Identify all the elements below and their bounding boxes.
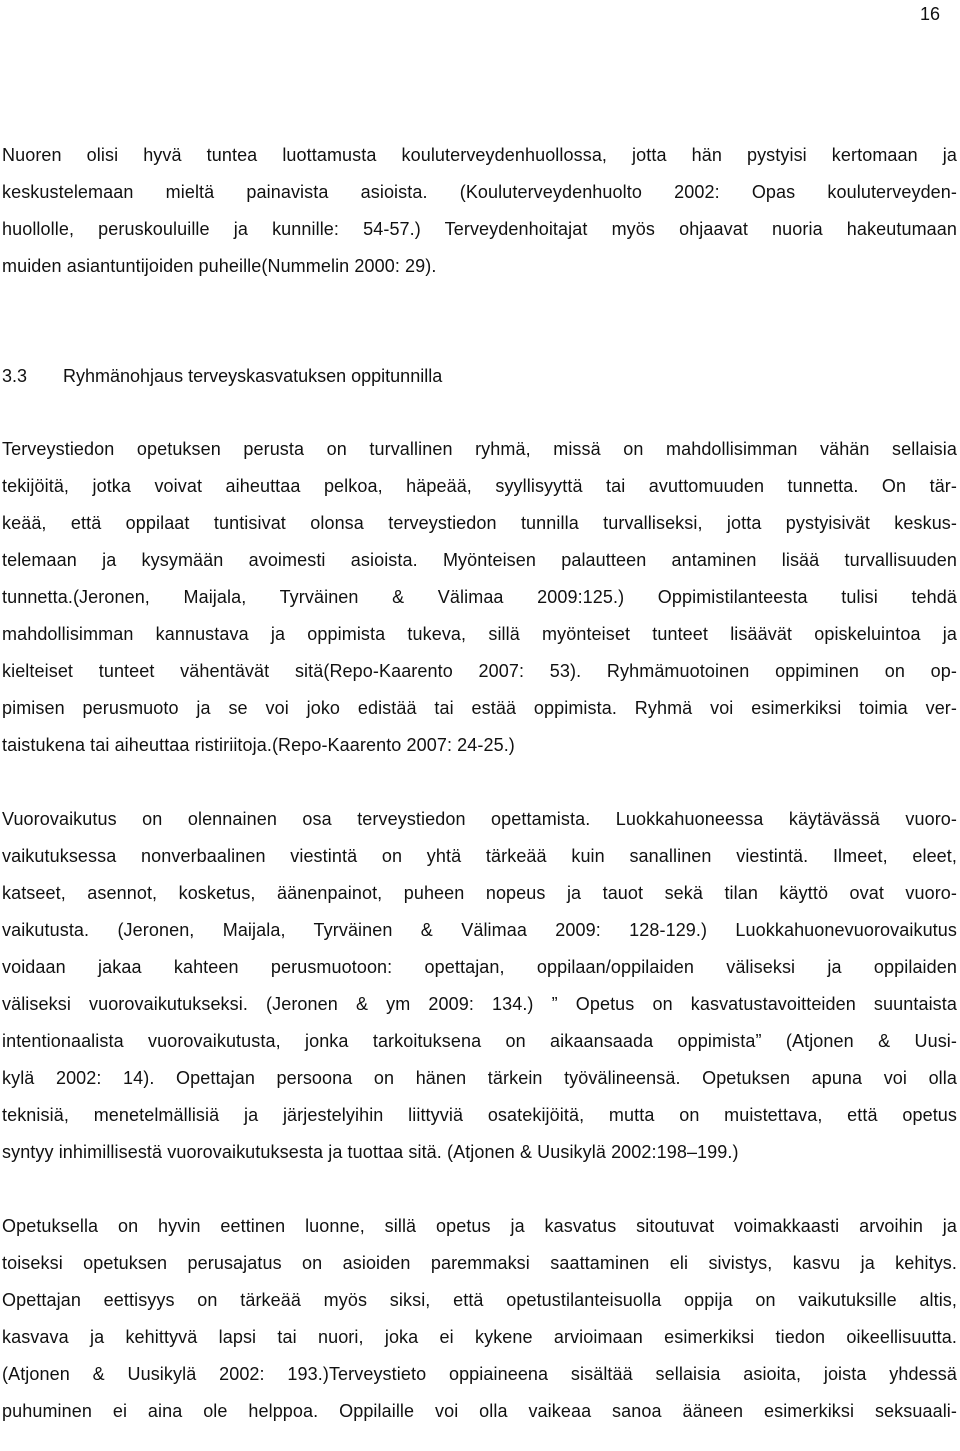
text-line: keskustelemaan mieltä painavista asioista. (Kouluterveydenhuolto 2002: Opas kouluterveyden- — [2, 182, 957, 202]
text-line: Terveystiedon opetuksen perusta on turvallinen ryhmä, missä on mahdollisimman vähän sellaisia — [2, 439, 957, 459]
text-line: taistukena tai aiheuttaa ristiriitoja.(Repo-Kaarento 2007: 24-25.) — [2, 735, 515, 755]
text-line: vaikutuksessa nonverbaalinen viestintä on yhtä tärkeää kuin sanallinen viestintä. Ilmeet, eleet, — [2, 846, 957, 866]
section-title: Ryhmänohjaus terveyskasvatuksen oppitunnilla — [63, 366, 443, 386]
text-line: Nuoren olisi hyvä tuntea luottamusta kouluterveydenhuollossa, jotta hän pystyisi kertomaan ja — [2, 145, 957, 165]
text-line: huollolle, peruskouluille ja kunnille: 54-57.) Terveydenhoitajat myös ohjaavat nuoria hakeutumaan — [2, 219, 957, 239]
paragraph-school-health — [2, 137, 957, 285]
text-line: teknisiä, menetelmällisiä ja järjestelyihin liittyviä osatekijöitä, mutta on muistettava, että opetus — [2, 1105, 957, 1125]
text-line: pimisen perusmuoto ja se voi joko edistää tai estää oppimista. Ryhmä voi esimerkiksi toimia ver- — [2, 698, 957, 718]
text-line: telemaan ja kysymään avoimesti asioista. Myönteisen palautteen antaminen lisää turvallisuuden — [2, 550, 957, 570]
text-line: (Atjonen & Uusikylä 2002: 193.)Terveystieto oppiaineena sisältää sellaisia asioita, joista yhdessä — [2, 1364, 957, 1384]
section-heading — [2, 358, 957, 395]
text-line: Vuorovaikutus on olennainen osa terveystiedon opettamista. Luokkahuoneessa käytävässä vuoro- — [2, 809, 957, 829]
text-line: kasvava ja kehittyvä lapsi tai nuori, joka ei kykene arvioimaan esimerkiksi tiedon oikeellisuutta. — [2, 1327, 957, 1347]
text-line: voidaan jakaa kahteen perusmuotoon: opettajan, oppilaan/oppilaiden väliseksi ja oppilaiden — [2, 957, 957, 977]
text-line: vaikutusta. (Jeronen, Maijala, Tyrväinen & Välimaa 2009: 128-129.) Luokkahuonevuorovaikutus — [2, 920, 957, 940]
document-body — [2, 137, 957, 1430]
text-line: Opetuksella on hyvin eettinen luonne, sillä opetus ja kasvatus sitoutuvat voimakkaasti arvoihin ja — [2, 1216, 957, 1236]
text-line: kylä 2002: 14). Opettajan persoona on hänen tärkein työvälineensä. Opetuksen apuna voi olla — [2, 1068, 957, 1088]
spacer — [2, 1171, 957, 1208]
text-line: väliseksi vuorovaikutukseksi. (Jeronen & ym 2009: 134.) ” Opetus on kasvatustavoitteiden suuntaista — [2, 994, 957, 1014]
text-line: keää, että oppilaat tuntisivat olonsa terveystiedon tunnilla turvalliseksi, jotta pystyisivät keskus- — [2, 513, 957, 533]
page-number: 16 — [919, 4, 940, 24]
text-line: Opettajan eettisyys on tärkeää myös siksi, että opetustilanteisuolla oppija on vaikutuksille altis, — [2, 1290, 957, 1310]
spacer — [2, 285, 957, 358]
paragraph-interaction — [2, 801, 957, 1171]
spacer — [2, 764, 957, 801]
spacer — [2, 395, 957, 431]
paragraph-safe-group — [2, 431, 957, 764]
text-line: toiseksi opetuksen perusajatus on asioiden paremmaksi saattaminen eli sivistys, kasvu ja kehitys. — [2, 1253, 957, 1273]
text-line: kielteiset tunteet vähentävät sitä(Repo-Kaarento 2007: 53). Ryhmämuotoinen oppiminen on op- — [2, 661, 957, 681]
paragraph-ethics — [2, 1208, 957, 1430]
text-line: tunnetta.(Jeronen, Maijala, Tyrväinen & Välimaa 2009:125.) Oppimistilanteesta tulisi tehdä — [2, 587, 957, 607]
section-number: 3.3 — [2, 366, 28, 386]
text-line: mahdollisimman kannustava ja oppimista tukeva, sillä myönteiset tunteet lisäävät opiskeluintoa ja — [2, 624, 957, 644]
text-line: syntyy inhimillisestä vuorovaikutuksesta ja tuottaa sitä. (Atjonen & Uusikylä 2002:198–199.) — [2, 1142, 739, 1162]
text-line: intentionaalista vuorovaikutusta, jonka tarkoituksena on aikaansaada oppimista” (Atjonen & Uusi- — [2, 1031, 957, 1051]
text-line: muiden asiantuntijoiden puheille(Nummelin 2000: 29). — [2, 256, 437, 276]
text-line: puhuminen ei aina ole helppoa. Oppilaille voi olla vaikeaa sanoa ääneen esimerkiksi seksuaali- — [2, 1401, 957, 1421]
text-line: katseet, asennot, kosketus, äänenpainot, puheen nopeus ja tauot sekä tilan käyttö ovat vuoro- — [2, 883, 957, 903]
text-line: tekijöitä, jotka voivat aiheuttaa pelkoa, häpeää, syyllisyyttä tai avuttomuuden tunnetta. On tär- — [2, 476, 957, 496]
